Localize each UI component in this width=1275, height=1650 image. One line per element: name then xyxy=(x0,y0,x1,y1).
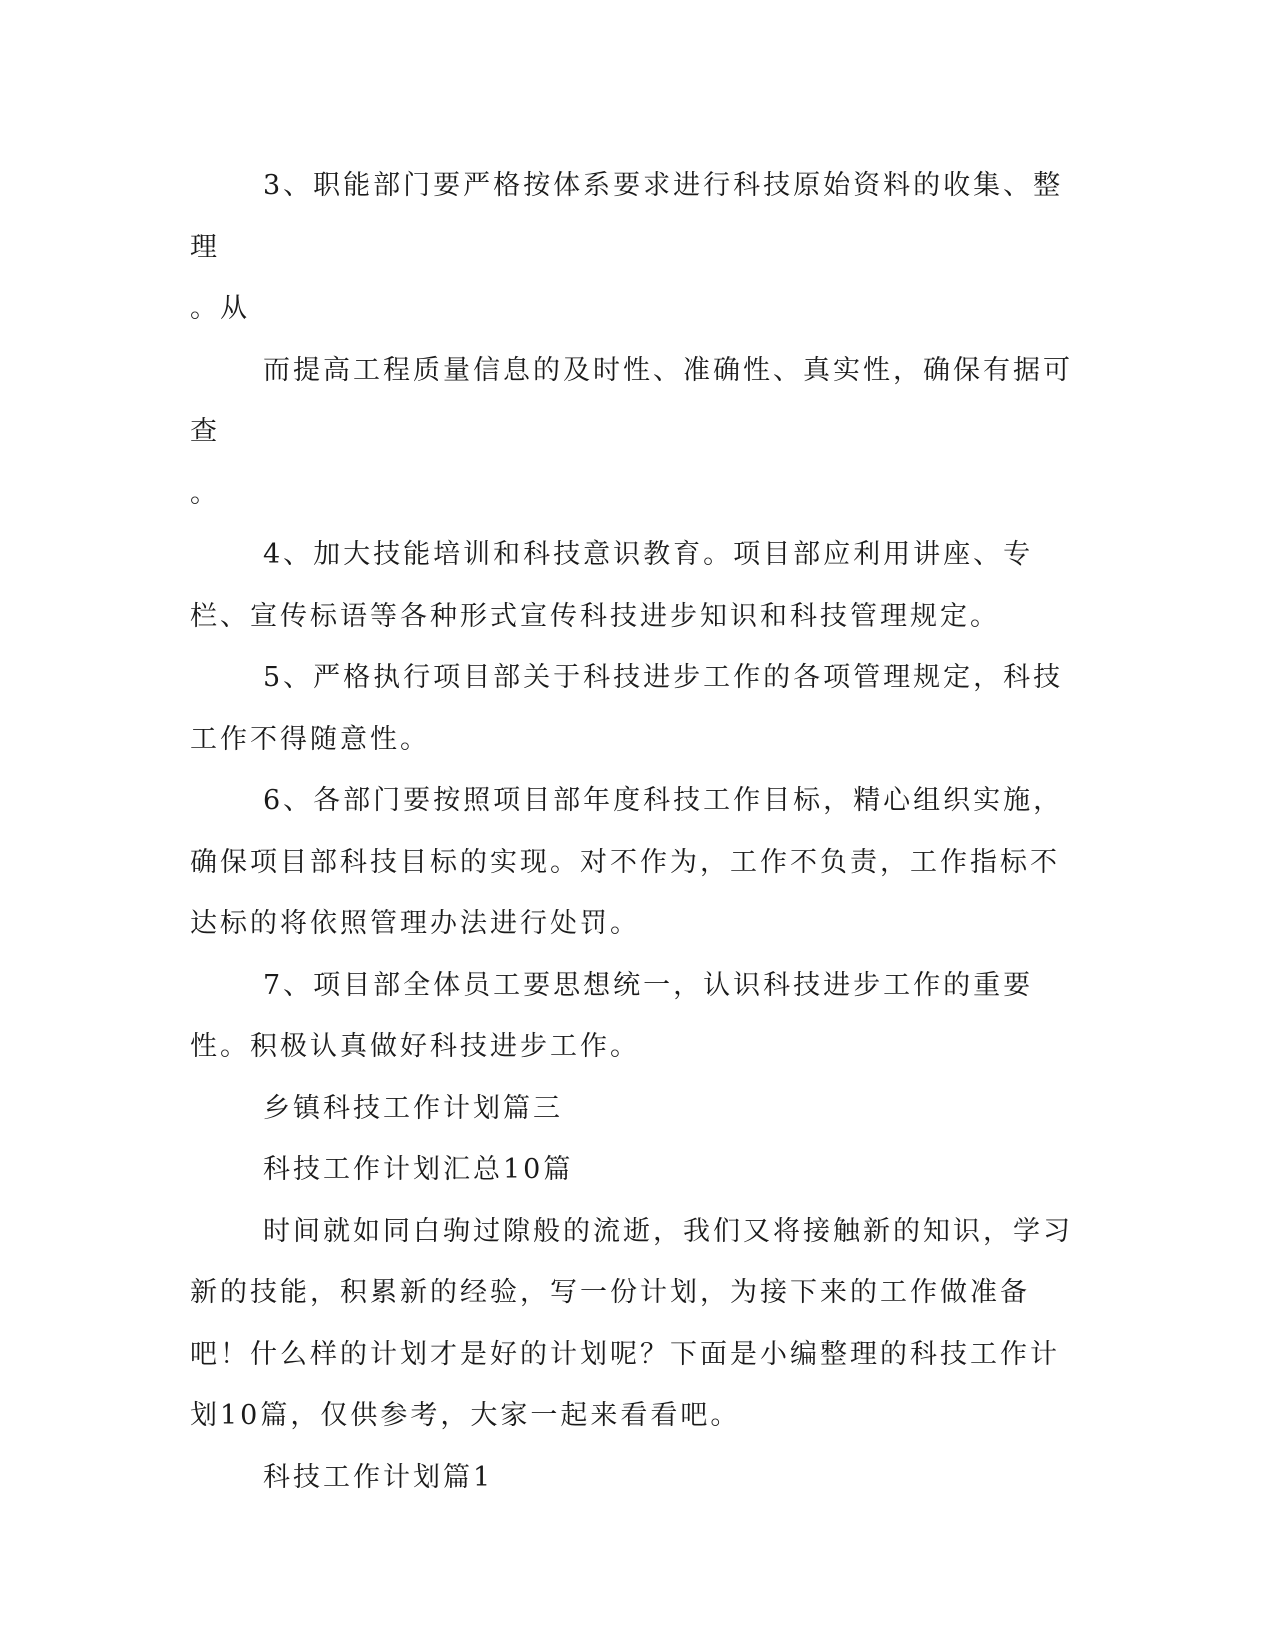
section-heading-three: 乡镇科技工作计划篇三 xyxy=(263,1092,563,1124)
paragraph-continuation: 。从 xyxy=(190,293,250,324)
paragraph-item-3: 3、职能部门要严格按体系要求进行科技原始资料的收集、整理 xyxy=(190,170,1064,263)
document-body xyxy=(190,155,1082,1508)
paragraph-item-4: 4、加大技能培训和科技意识教育。项目部应利用讲座、专栏、宣传标语等各种形式宣传科技进步知识和科技管理规定。 xyxy=(190,539,1034,632)
section-heading-summary: 科技工作计划汇总10篇 xyxy=(263,1154,574,1185)
paragraph-item-3-cont: 而提高工程质量信息的及时性、准确性、真实性，确保有据可查 xyxy=(190,354,1073,447)
paragraph-period: 。 xyxy=(190,477,220,509)
section-heading-part-1: 科技工作计划篇1 xyxy=(263,1461,494,1493)
paragraph-item-7: 7、项目部全体员工要思想统一，认识科技进步工作的重要性。积极认真做好科技进步工作。 xyxy=(190,969,1034,1062)
paragraph-intro: 时间就如同白驹过隙般的流逝，我们又将接触新的知识，学习新的技能，积累新的经验，写一份计划，为接下来的工作做准备吧！什么样的计划才是好的计划呢？下面是小编整理的科技工作计划10篇，仅供参考，大家一起来看看吧。 xyxy=(190,1215,1073,1431)
paragraph-item-6: 6、各部门要按照项目部年度科技工作目标，精心组织实施，确保项目部科技目标的实现。对不作为，工作不负责，工作指标不达标的将依照管理办法进行处罚。 xyxy=(190,785,1064,939)
paragraph-item-5: 5、严格执行项目部关于科技进步工作的各项管理规定，科技工作不得随意性。 xyxy=(190,662,1064,755)
